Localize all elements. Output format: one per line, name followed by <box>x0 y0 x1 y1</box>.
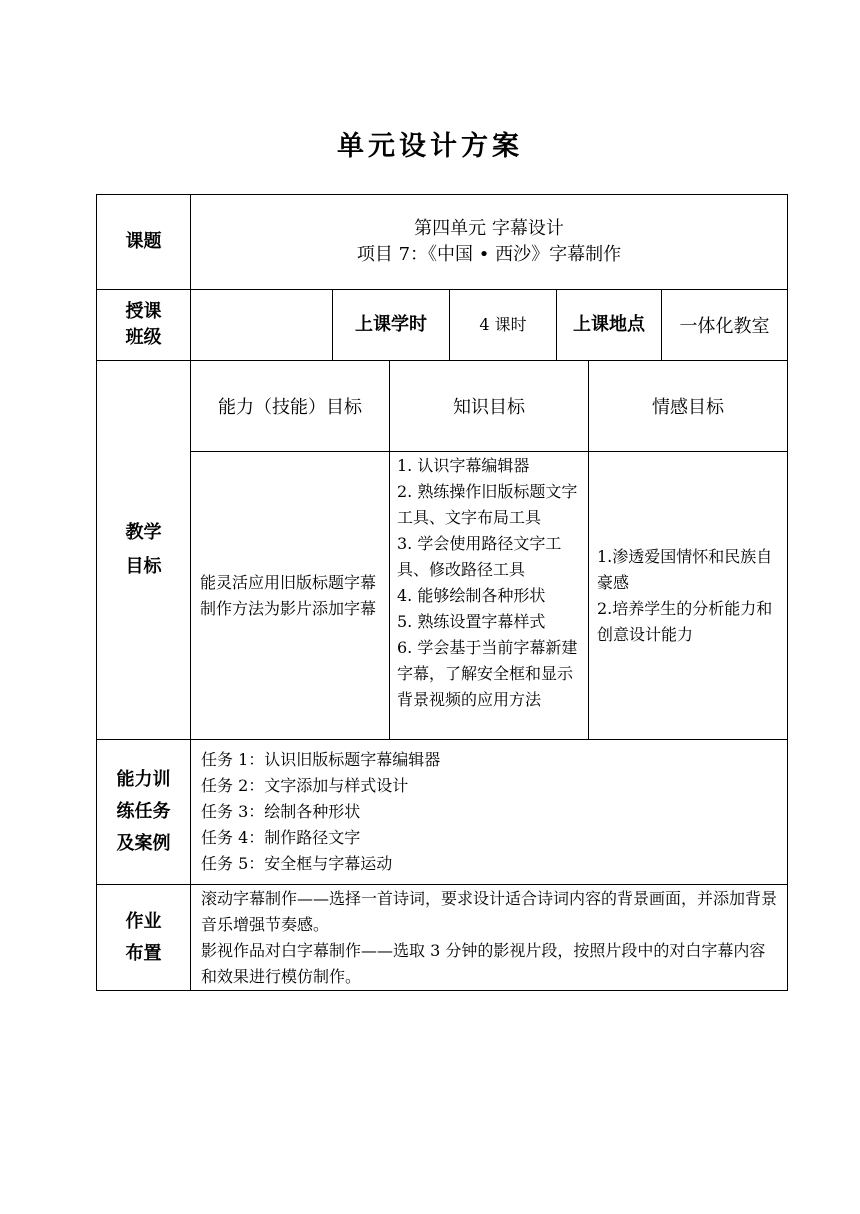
emotion-item: 1.渗透爱国情怀和民族自豪感 <box>597 546 773 592</box>
knowledge-item: 1. 认识字幕编辑器 <box>397 456 530 475</box>
place-value: 一体化教室 <box>679 316 770 337</box>
class-label-line-2: 班级 <box>125 327 162 348</box>
task-item: 任务 5：安全框与字幕运动 <box>201 854 393 873</box>
homework-paragraph-2: 影视作品对白字幕制作——选取 3 分钟的影视片段，按照片段中的对白字幕内容和效果进行模仿制作。 <box>201 941 766 986</box>
knowledge-item: 4. 能够绘制各种形状 <box>397 586 546 605</box>
topic-label: 课题 <box>125 231 162 252</box>
hours-value: 4 课时 <box>479 315 527 334</box>
class-label <box>97 290 190 360</box>
tasks-label-line-3: 及案例 <box>116 833 171 854</box>
knowledge-item: 5. 熟练设置字幕样式 <box>397 612 546 631</box>
class-value <box>191 290 332 360</box>
hours-label: 上课学时 <box>355 314 427 335</box>
task-item: 任务 3：绘制各种形状 <box>201 802 361 821</box>
goal-ability-cell <box>200 452 384 739</box>
knowledge-item: 2. 熟练操作旧版标题文字工具、文字布局工具 <box>397 482 578 527</box>
task-item: 任务 2：文字添加与样式设计 <box>201 776 409 795</box>
homework-label-line-2: 布置 <box>125 942 162 964</box>
knowledge-item: 3. 学会使用路径文字工具、修改路径工具 <box>397 534 562 579</box>
task-item: 任务 1：认识旧版标题字幕编辑器 <box>201 750 441 769</box>
homework-label <box>97 885 190 990</box>
tasks-label <box>97 740 190 884</box>
homework-cell <box>201 886 781 990</box>
goals-label-line-1: 教学 <box>125 522 162 543</box>
tasks-label-line-2: 练任务 <box>116 801 171 822</box>
topic-line-2: 项目 7：《中国 • 西沙》字幕制作 <box>356 244 622 265</box>
knowledge-item: 6. 学会基于当前字幕新建字幕，了解安全框和显示背景视频的应用方法 <box>397 638 578 709</box>
topic-cell <box>191 195 787 289</box>
goal-ability-text: 能灵活应用旧版标题字幕制作方法为影片添加字幕 <box>200 572 377 618</box>
goals-label <box>97 361 190 739</box>
class-label-line-1: 授课 <box>125 301 162 322</box>
task-item: 任务 4：制作路径文字 <box>201 828 361 847</box>
grid-line <box>96 990 788 991</box>
grid-line <box>96 739 788 740</box>
goal-header-emotion: 情感目标 <box>652 397 724 418</box>
goal-emotion-cell <box>597 452 781 739</box>
homework-paragraph-1: 滚动字幕制作——选择一首诗词，要求设计适合诗词内容的背景画面，并添加背景音乐增强节奏感。 <box>201 889 778 934</box>
homework-label-line-1: 作业 <box>125 910 162 932</box>
goal-header-ability: 能力（技能）目标 <box>218 397 362 418</box>
goal-header-knowledge: 知识目标 <box>453 397 525 418</box>
emotion-item: 2.培养学生的分析能力和创意设计能力 <box>597 598 773 644</box>
goals-label-line-2: 目标 <box>125 556 162 577</box>
place-label: 上课地点 <box>573 314 645 335</box>
grid-line <box>96 884 788 885</box>
goal-knowledge-list <box>397 453 583 739</box>
tasks-label-line-1: 能力训 <box>116 769 171 790</box>
document-title: 单元设计方案 <box>337 131 523 162</box>
tasks-list <box>201 747 781 881</box>
topic-line-1: 第四单元 字幕设计 <box>414 218 564 239</box>
grid-line <box>787 194 788 991</box>
